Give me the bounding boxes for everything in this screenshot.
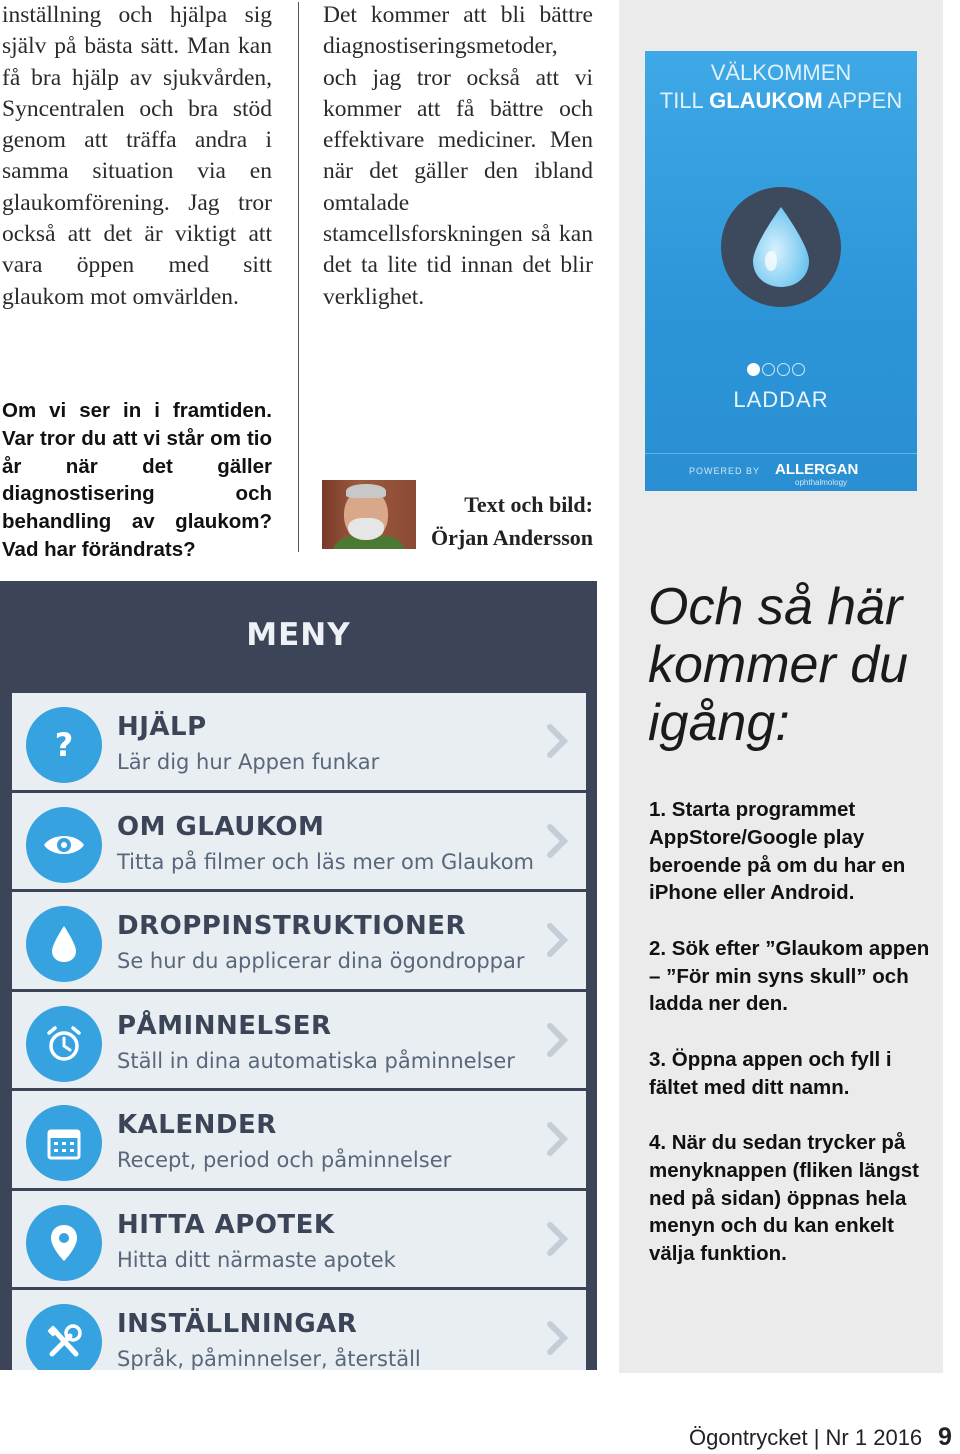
page-footer [689,1423,960,1454]
howto-steps [649,796,934,1296]
menu-item-subtitle: Språk, påminnelser, återställ [117,1347,421,1370]
chevron-right-icon [542,920,572,960]
menu-item-about-glaucoma[interactable] [12,793,586,893]
drop-logo-icon [721,187,841,307]
page-number: 9 [938,1423,952,1451]
howto-step: 4. När du sedan trycker på menyknappen (fliken längst ned på sidan) öppnas hela menyn och du kan enkelt välja funktion. [649,1130,919,1266]
publication-name: Ögontrycket | Nr 1 2016 [689,1425,923,1450]
howto-heading: Och så här kommer du igång: [648,578,909,752]
drop-icon [26,906,102,982]
map-pin-icon [26,1205,102,1281]
article-column-1: inställning och hjälpa sig själv på bästa sätt. Man kan få bra hjälp av sjukvården, Syncentralen och bra stöd genom att träffa andra i samma situation via en glaukomförening. Jag tror också att det är viktigt att vara öppen med sitt glaukom mot omvärlden. [2,2,272,310]
app-splash-screenshot [645,51,917,491]
menu-item-subtitle: Ställ in dina automatiska påminnelser [117,1048,515,1073]
splash-welcome-suffix: APPEN [827,88,903,113]
chevron-right-icon [542,1318,572,1358]
menu-item-title: INSTÄLLNINGAR [117,1309,358,1339]
interview-question: Om vi ser in i framtiden. Var tror du att vi står om tio år när det gäller diagnostisering och behandling av glaukom? Vad har förändrats? [2,399,272,561]
menu-item-subtitle: Se hur du applicerar dina ögondroppar [117,949,525,973]
menu-item-drop-instructions[interactable] [12,892,586,992]
menu-item-subtitle: Hitta ditt närmaste apotek [117,1247,396,1272]
menu-item-title: HJÄLP [117,712,207,742]
byline-author: Örjan Andersson [431,525,593,550]
splash-welcome-prefix: TILL [659,88,703,113]
menu-item-subtitle: Recept, period och påminnelser [117,1148,452,1172]
chevron-right-icon [542,1219,572,1259]
column-divider [298,2,299,552]
splash-welcome-bold: GLAUKOM [709,88,823,113]
howto-step: 2. Sök efter ”Glaukom appen – ”För min syns skull” och ladda ner den. [649,936,930,1016]
sponsor-logo: ALLERGAN [775,461,859,478]
menu-title: MENY [246,617,351,653]
menu-item-title: DROPPINSTRUKTIONER [117,911,467,941]
byline [417,488,593,554]
splash-loading-label: LADDAR [733,387,829,412]
question-icon [26,707,102,783]
menu-item-calendar[interactable] [12,1091,586,1191]
menu-item-find-pharmacy[interactable] [12,1191,586,1291]
article-column-2: Det kommer att bli bättre diagnostiseringsmetoder, och jag tror också att vi kommer att få bättre och effektivare mediciner. Men när det gäller den ibland omtalade stamcellsforskningen så kan det ta lite tid innan det blir verklighet. [323,2,593,310]
menu-list [12,693,586,1370]
sponsor-logo-sub: ophthalmology [795,478,848,487]
howto-step: 1. Starta programmet AppStore/Google play beroende på om du har en iPhone eller Android. [649,798,906,905]
powered-by-label: POWERED BY [689,466,761,476]
menu-item-title: OM GLAUKOM [117,811,325,842]
splash-welcome-line1: VÄLKOMMEN [710,60,852,85]
calendar-icon [26,1105,102,1181]
menu-item-subtitle: Lär dig hur Appen funkar [117,750,380,774]
howto-step: 3. Öppna appen och fyll i fältet med ditt namn. [649,1047,892,1099]
splash-footer [645,453,917,491]
byline-label: Text och bild: [464,492,593,517]
app-menu-screenshot [0,581,597,1370]
menu-item-title: PÅMINNELSER [117,1010,332,1041]
menu-item-title: KALENDER [117,1110,277,1140]
menu-item-title: HITTA APOTEK [117,1209,335,1240]
menu-item-settings[interactable] [12,1290,586,1370]
chevron-right-icon [542,1119,572,1159]
chevron-right-icon [542,1020,572,1060]
svg-text:?: ? [54,726,74,764]
menu-item-help[interactable] [12,693,586,793]
menu-item-reminders[interactable] [12,992,586,1092]
splash-welcome [645,59,917,115]
chevron-right-icon [542,721,572,761]
eye-icon [26,807,102,883]
loading-dots [747,363,817,379]
chevron-right-icon [542,821,572,861]
tools-icon [26,1304,102,1370]
menu-item-subtitle: Titta på filmer och läs mer om Glaukom [117,849,535,874]
alarm-clock-icon [26,1006,102,1082]
author-photo [322,480,416,549]
